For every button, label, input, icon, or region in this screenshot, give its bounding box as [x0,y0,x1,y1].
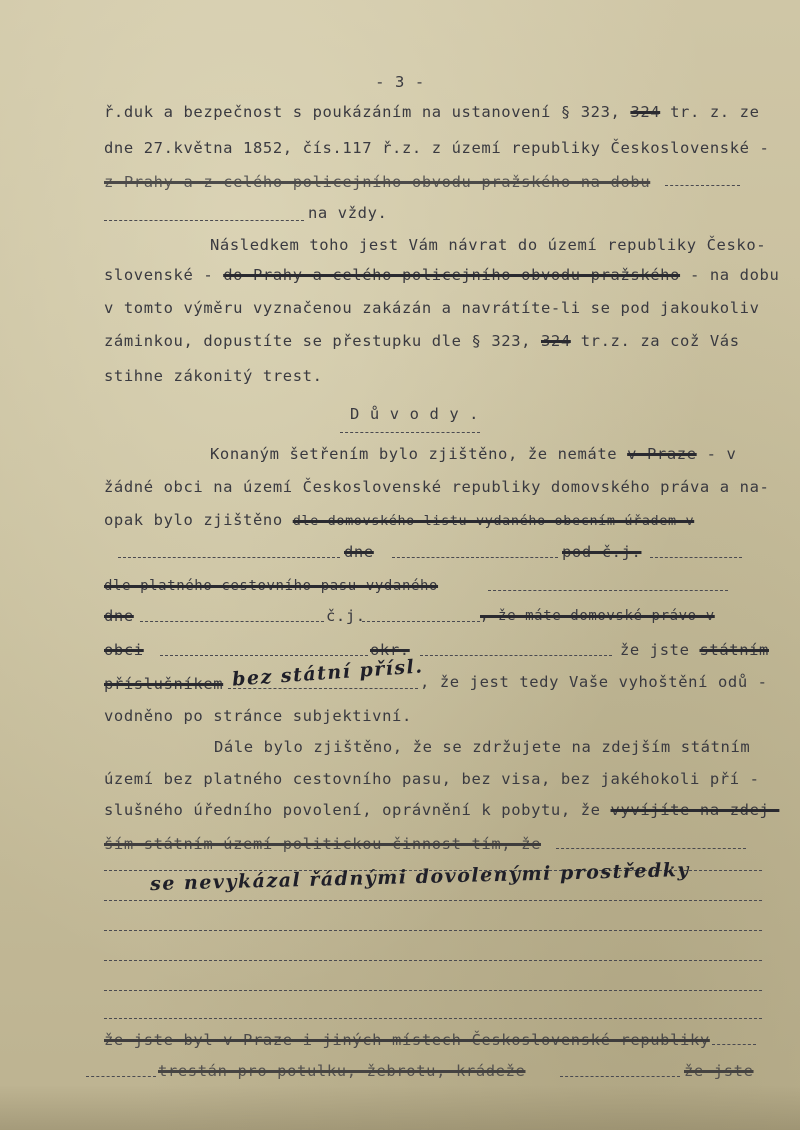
heading-underline [340,432,480,433]
text-line-11: žádné obci na území Československé republiky domovského práva a na- [104,478,770,496]
text-span: - v [696,445,737,463]
blank-line [160,655,368,656]
struck-field: příslušníkem [104,675,224,693]
blank-line [650,557,742,558]
text-line-12 [104,510,694,531]
struck-text: 324 [541,332,571,350]
blank-line [104,220,304,221]
blank-line [362,621,480,622]
text-line-5: Následkem toho jest Vám návrat do území republiky Česko- [210,236,767,254]
blank-line [104,930,762,931]
blank-line [488,590,728,591]
blank-line [420,655,612,656]
text-line-16 [620,640,769,660]
text-line-2: dne 27.května 1852, čís.117 ř.z. z území republiky Československé - [104,139,770,157]
struck-field: , že máte domovské právo v [480,608,715,624]
blank-line [665,185,740,186]
blank-line [560,1076,680,1077]
text-line-10 [210,444,736,464]
text-span: Konaným šetřením bylo zjištěno, že nemáte [210,445,628,463]
text-span: záminkou, dopustíte se přestupku dle § 323, [104,332,541,350]
text-span: slušného úředního povolení, oprávnění k pobytu, že [104,801,611,819]
struck-field: dne [344,543,374,561]
blank-line [86,1076,156,1077]
text-line-7: v tomto výměru vyznačenou zakázán a navrátíte-li se pod jakoukoliv [104,299,760,317]
struck-text: dle domovského listu vydaného obecním úřadem v [292,513,695,529]
struck-field: že jste [684,1062,754,1080]
handwritten-note-1: bez státní přísl. [231,655,425,691]
text-span: tr. z. ze [660,103,760,121]
text-span: opak bylo zjištěno [104,511,293,529]
struck-field: okr. [370,641,410,659]
blank-line [392,557,558,558]
handwritten-note-2: se nevykázal řádnými dovolenými prostředky [149,858,691,896]
blank-line [104,1018,762,1019]
text-span: že jste [620,641,700,659]
text-line-1 [104,102,760,122]
struck-field: dne [104,607,134,625]
blank-line [712,1044,756,1045]
text-line-21 [104,800,779,820]
blank-line [228,688,418,689]
field-label: č.j. [326,607,366,625]
struck-line-23: že jste byl v Praze i jiných místech Československé republiky [104,1031,710,1049]
blank-line [104,900,762,901]
text-line-6 [104,265,779,285]
text-span: - na dobu [680,266,780,284]
text-line-17: , že jest tedy Vaše vyhoštění odů - [420,673,768,691]
text-line-9: stihne zákonitý trest. [104,367,323,385]
section-heading: D ů v o d y . [350,405,480,423]
text-line-20: území bez platného cestovního pasu, bez visa, bez jakéhokoli pří - [104,770,760,788]
text-line-8 [104,331,740,351]
struck-line-24: trestán pro potulku, žebrotu, krádeže [158,1062,526,1080]
text-span: slovenské - [104,266,224,284]
struck-field: pod č.j. [562,543,642,561]
struck-text: v Praze [627,445,697,463]
struck-line-3: z Prahy a z celého policejního obvodu pražského na dobu [104,173,651,191]
blank-line [118,557,340,558]
text-span: tr.z. za což Vás [570,332,740,350]
struck-text: 324 [630,103,661,121]
blank-line [556,848,746,849]
struck-field: obci [104,641,144,659]
text-line-19: Dále bylo zjištěno, že se zdržujete na zdejším státním [214,738,751,756]
struck-text: státním [699,641,769,659]
struck-line-14: dle platného cestovního pasu vydaného [104,578,439,594]
text-line-18: vodněno po stránce subjektivní. [104,707,412,725]
blank-line [104,960,762,961]
blank-line [140,621,324,622]
blank-line [104,990,762,991]
text-line-4: na vždy. [308,204,388,222]
struck-text: do Prahy a celého policejního obvodu pražského [223,266,681,284]
text-span: ř.duk a bezpečnost s poukázáním na ustanovení § 323, [104,103,631,121]
struck-line-22: ším státním území politickou činnost tím, že [104,835,541,853]
struck-text: vyvíjíte na zdej- [610,801,780,819]
page-number: - 3 - [375,73,425,91]
